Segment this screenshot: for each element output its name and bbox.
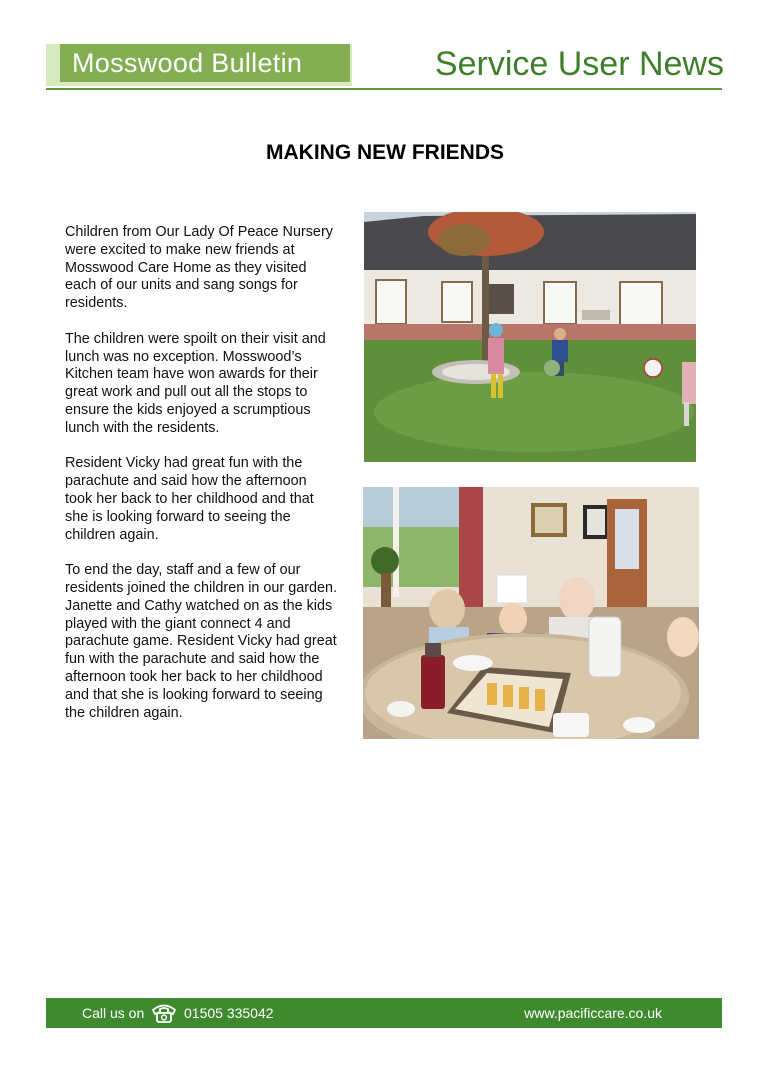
photo-children-garden: [364, 212, 696, 462]
article-paragraph-3: Resident Vicky had great fun with the parachute and said how the afternoon took her back to her childhood and that she is looking forward to seeing the children again.: [65, 455, 314, 543]
article-body: [65, 224, 337, 740]
call-us-label: Call us on: [82, 1005, 145, 1021]
photo-children-lunch: [363, 487, 699, 739]
website-link[interactable]: www.pacificcare.co.uk: [524, 1005, 662, 1021]
section-title: Service User News: [434, 45, 724, 83]
footer-bar: [46, 998, 722, 1028]
article-paragraph-1: Children from Our Lady Of Peace Nursery were excited to make new friends at Mosswood Care Home as they visited each of our units and sang songs for residents.: [65, 224, 333, 312]
phone-icon: [150, 1002, 178, 1024]
header-divider: [46, 88, 722, 90]
bulletin-name: Mosswood Bulletin: [60, 44, 350, 82]
article-paragraph-4: To end the day, staff and a few of our residents joined the children in our garden. Janette and Cathy watched on as the kids played with the giant connect 4 and parachute game. Resident Vicky had great fun with the parachute and said how the afternoon took her back to her childhood and that she is looking forward to seeing the children again.: [65, 562, 337, 721]
article-title: MAKING NEW FRIENDS: [266, 141, 504, 164]
article-paragraph-2: The children were spoilt on their visit and lunch was no exception. Mosswood’s Kitchen team have won awards for their great work and pull out all the stops to ensure the kids enjoyed a scrumptious lunch with the residents.: [65, 330, 326, 436]
phone-number[interactable]: 01505 335042: [184, 1005, 274, 1021]
